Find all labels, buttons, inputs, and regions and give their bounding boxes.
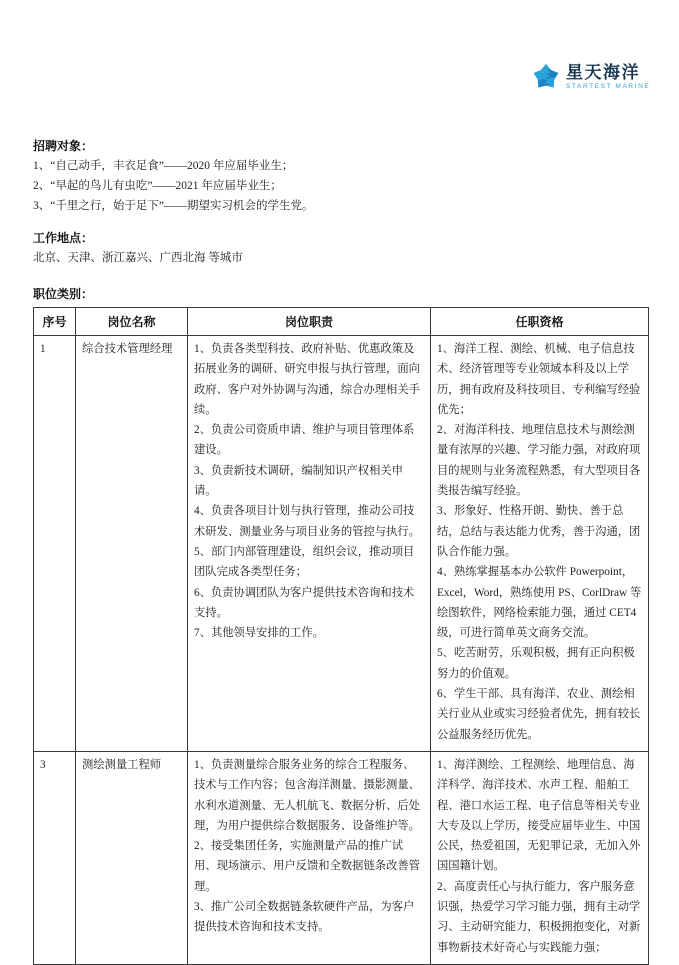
header-serial-no: 序号 (34, 308, 76, 336)
recruit-targets-list (33, 156, 648, 216)
job-positions-table (33, 307, 649, 965)
duty-item: 3、推广公司全数据链条软硬件产品，为客户提供技术咨询和技术支持。 (194, 901, 415, 934)
qualification-item: 5、吃苦耐劳，乐观积极，拥有正向积极努力的价值观。 (437, 647, 635, 680)
header-qualifications: 任职资格 (431, 308, 649, 336)
duty-item: 6、负责协调团队为客户提供技术咨询和技术支持。 (194, 586, 415, 619)
qualification-item: 6、学生干部、具有海洋、农业、测绘相关行业从业或实习经验者优先，拥有较长公益服务经历优先。 (437, 688, 641, 741)
header-job-duties: 岗位职责 (188, 308, 431, 336)
duty-item: 4、负责各项目计划与执行管理，推动公司技术研发、测量业务与项目业务的管控与执行。 (194, 505, 420, 538)
duty-item: 1、负责测量综合服务业务的综合工程服务、技术与工作内容；包含海洋测量、摄影测量、水利水道测量、无人机航飞、数据分析、后处理，为用户提供综合数据服务、设备维护等。 (194, 758, 420, 832)
table-header-row (34, 308, 649, 336)
cell-qualifications (431, 751, 649, 964)
cell-serial-no: 1 (34, 336, 76, 752)
cell-serial-no: 3 (34, 751, 76, 964)
qualification-item: 1、海洋工程、测绘、机械、电子信息技术、经济管理等专业领域本科及以上学历，拥有政府及科技项目、专利编写经验优先； (437, 343, 641, 416)
qualification-item: 2、对海洋科技、地理信息技术与测绘测量有浓厚的兴趣、学习能力强，对政府项目的规则与业务流程熟悉，有大型项目各类报告编写经验。 (437, 424, 641, 498)
table-row (34, 336, 649, 752)
cell-job-duties (188, 751, 431, 964)
qualification-item: 4、熟练掌握基本办公软件 Powerpoint，Excel，Word，熟练使用 PS、CorlDraw 等绘图软件，网络检索能力强，通过 CET4 级，可进行简单英文商务交流。 (437, 566, 642, 640)
document-content (33, 136, 648, 965)
duty-item: 2、负责公司资质申请、维护与项目管理体系建设。 (194, 424, 415, 457)
qualification-item: 3、形象好、性格开朗、勤快、善于总结，总结与表达能力优秀，善于沟通，团队合作能力强。 (437, 505, 641, 558)
table-row (34, 751, 649, 964)
recruit-target-item: 2、“早起的鸟儿有虫吃”——2021 年应届毕业生； (33, 180, 282, 192)
qualification-item: 1、海洋测绘、工程测绘、地理信息、海洋科学、海洋技术、水声工程、船舶工程、港口水运工程、电子信息等相关专业大专及以上学历，接受应届毕业生、中国公民，热爱祖国，无犯罪记录，无加入外国国籍计划。 (437, 758, 641, 873)
cell-position-name: 测绘测量工程师 (76, 751, 188, 964)
recruit-target-item: 3、“千里之行，始于足下”——期望实习机会的学生党。 (33, 200, 314, 212)
duty-item: 2、接受集团任务，实施测量产品的推广试用、现场演示、用户反馈和全数据链条改善管理。 (194, 840, 420, 893)
cell-position-name: 综合技术管理经理 (76, 336, 188, 752)
job-table-body (34, 336, 649, 965)
header-position-name: 岗位名称 (76, 308, 188, 336)
qualification-item: 2、高度责任心与执行能力，客户服务意识强，热爱学习学习能力强，拥有主动学习、主动研究能力，积极拥抱变化，对新事物新技术好奇心与实践能力强； (437, 880, 641, 954)
logo-name-en: STARTEST MARINE (566, 82, 651, 90)
recruit-target-item: 1、“自己动手，丰衣足食”——2020 年应届毕业生； (33, 160, 294, 172)
duty-item: 5、部门内部管理建设，组织会议，推动项目团队完成各类型任务； (194, 545, 415, 579)
work-location-text: 北京、天津、浙江嘉兴、广西北海 等城市 (33, 252, 243, 264)
cell-qualifications (431, 336, 649, 752)
duty-item: 3、负责新技术调研，编制知识产权相关申请。 (194, 464, 403, 498)
recruit-targets-heading: 招聘对象： (33, 139, 94, 153)
star-pinwheel-icon (531, 62, 561, 92)
cell-job-duties (188, 336, 431, 752)
logo-name-cn: 星天海洋 (566, 62, 640, 82)
company-logo (531, 62, 650, 92)
duty-item: 1、负责各类型科技、政府补贴、优惠政策及拓展业务的调研、研究申报与执行管理，面向政府、客户对外协调与沟通，综合办理相关手续。 (194, 343, 420, 416)
duty-item: 7、其他领导安排的工作。 (194, 627, 324, 640)
job-category-heading: 职位类别： (33, 287, 94, 301)
work-location-heading: 工作地点： (33, 231, 94, 245)
